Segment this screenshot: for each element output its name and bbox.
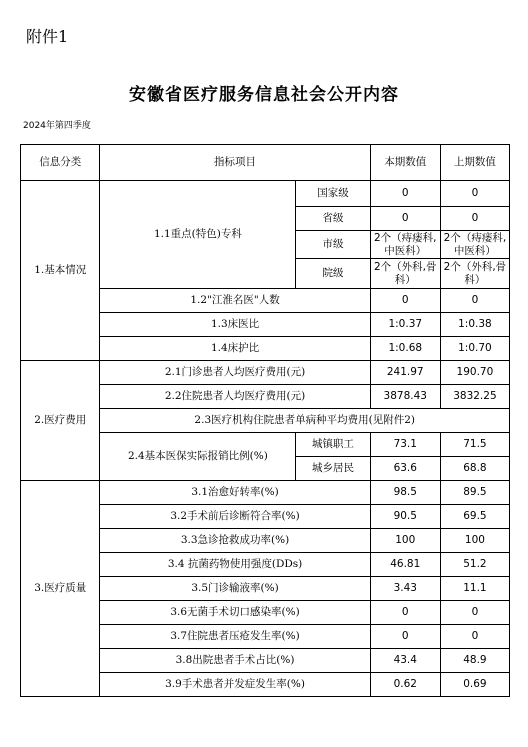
- indicator-label: 1.2"江淮名医"人数: [100, 289, 370, 313]
- indicator-label: 3.9手术患者并发症发生率(%): [100, 673, 370, 697]
- specialty-level: 市级: [296, 231, 370, 259]
- indicator-label: 3.2手术前后诊断符合率(%): [100, 505, 370, 529]
- annex-label: 附件1: [26, 27, 69, 46]
- current-value: 0: [370, 207, 440, 231]
- previous-value: 0: [440, 207, 509, 231]
- previous-value: 3832.25: [440, 385, 509, 409]
- current-value: 241.97: [370, 361, 440, 385]
- specialty-level: 院级: [296, 259, 370, 289]
- previous-value: 100: [440, 529, 509, 553]
- previous-value: 51.2: [440, 553, 509, 577]
- table-row: [21, 481, 510, 505]
- previous-value: 1:0.38: [440, 313, 509, 337]
- indicator-label: 3.6无菌手术切口感染率(%): [100, 601, 370, 625]
- indicator-label: 3.4 抗菌药物使用强度(DDs): [100, 553, 370, 577]
- previous-value: 1:0.70: [440, 337, 509, 361]
- insurance-ratio-label: 2.4基本医保实际报销比例(%): [100, 433, 296, 481]
- specialty-level: 省级: [296, 207, 370, 231]
- page-title: 安徽省医疗服务信息社会公开内容: [129, 85, 399, 105]
- indicator-label: 1.4床护比: [100, 337, 370, 361]
- previous-value: 0: [440, 289, 509, 313]
- previous-value: 2个（痔瘘科,中医科）: [440, 231, 509, 259]
- indicator-label: 3.1治愈好转率(%): [100, 481, 370, 505]
- section-medical-quality: 3.医疗质量: [21, 481, 100, 697]
- current-value: 2个（外科,骨科）: [370, 259, 440, 289]
- current-value: 0.62: [370, 673, 440, 697]
- previous-value: 71.5: [440, 433, 509, 457]
- previous-value: 11.1: [440, 577, 509, 601]
- current-value: 3.43: [370, 577, 440, 601]
- current-value: 3878.43: [370, 385, 440, 409]
- header-row: [21, 145, 510, 181]
- current-value: 46.81: [370, 553, 440, 577]
- reporting-period: 2024年第四季度: [23, 121, 91, 131]
- current-value: 63.6: [370, 457, 440, 481]
- current-value: 0: [370, 625, 440, 649]
- section-basic-info: 1.基本情况: [21, 181, 100, 361]
- previous-value: 48.9: [440, 649, 509, 673]
- single-disease-cost-note: 2.3医疗机构住院患者单病种平均费用(见附件2): [100, 409, 510, 433]
- indicator-label: 1.3床医比: [100, 313, 370, 337]
- header-previous: 上期数值: [440, 145, 509, 181]
- current-value: 2个（痔瘘科,中医科）: [370, 231, 440, 259]
- insurance-type: 城镇职工: [296, 433, 370, 457]
- current-value: 100: [370, 529, 440, 553]
- current-value: 98.5: [370, 481, 440, 505]
- indicator-label: 2.2住院患者人均医疗费用(元): [100, 385, 370, 409]
- previous-value: 2个（外科,骨科）: [440, 259, 509, 289]
- previous-value: 89.5: [440, 481, 509, 505]
- specialty-level: 国家级: [296, 181, 370, 207]
- header-category: 信息分类: [21, 145, 100, 181]
- indicator-label: 3.7住院患者压疮发生率(%): [100, 625, 370, 649]
- previous-value: 0: [440, 625, 509, 649]
- previous-value: 0: [440, 601, 509, 625]
- current-value: 0: [370, 289, 440, 313]
- previous-value: 69.5: [440, 505, 509, 529]
- table-row: [21, 361, 510, 385]
- current-value: 90.5: [370, 505, 440, 529]
- indicator-label: 3.3急诊抢救成功率(%): [100, 529, 370, 553]
- previous-value: 0: [440, 181, 509, 207]
- current-value: 0: [370, 601, 440, 625]
- header-current: 本期数值: [370, 145, 440, 181]
- insurance-type: 城乡居民: [296, 457, 370, 481]
- current-value: 0: [370, 181, 440, 207]
- previous-value: 190.70: [440, 361, 509, 385]
- current-value: 1:0.68: [370, 337, 440, 361]
- section-medical-costs: 2.医疗费用: [21, 361, 100, 481]
- header-indicator: 指标项目: [100, 145, 370, 181]
- previous-value: 68.8: [440, 457, 509, 481]
- table-row: [21, 181, 510, 207]
- specialty-label: 1.1重点(特色)专科: [100, 181, 296, 289]
- disclosure-table: [20, 144, 510, 697]
- indicator-label: 2.1门诊患者人均医疗费用(元): [100, 361, 370, 385]
- current-value: 43.4: [370, 649, 440, 673]
- current-value: 73.1: [370, 433, 440, 457]
- previous-value: 0.69: [440, 673, 509, 697]
- indicator-label: 3.5门诊输液率(%): [100, 577, 370, 601]
- current-value: 1:0.37: [370, 313, 440, 337]
- indicator-label: 3.8出院患者手术占比(%): [100, 649, 370, 673]
